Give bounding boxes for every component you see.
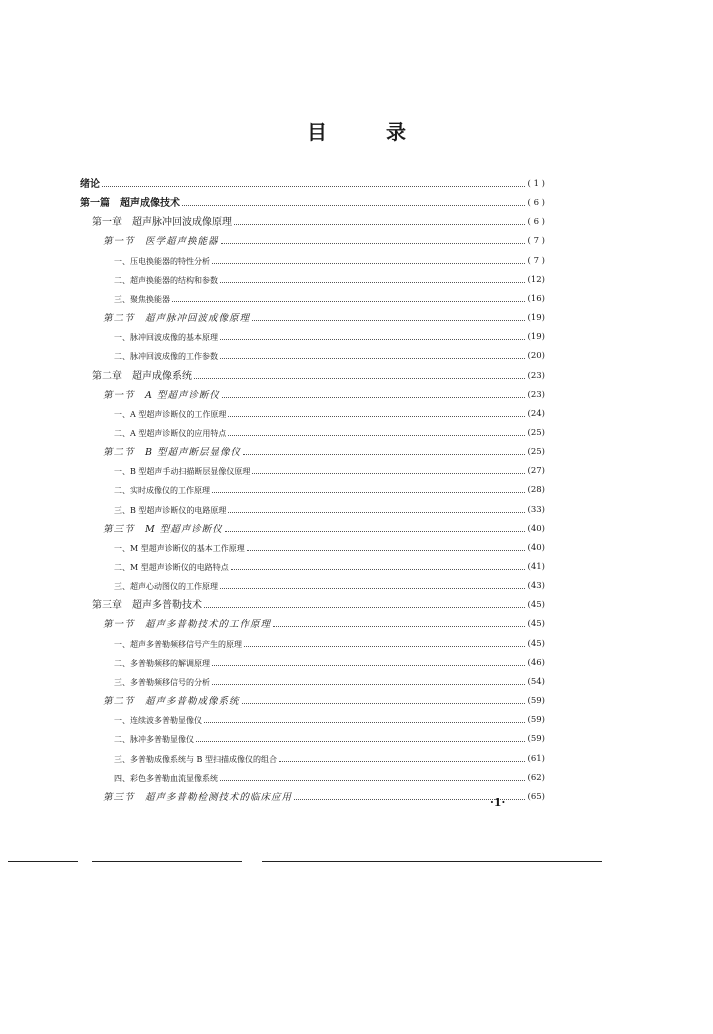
toc-leader-dots: [212, 260, 525, 264]
toc-leader-dots: [220, 585, 525, 589]
toc-leader-dots: [196, 738, 525, 742]
toc-leader-dots: [220, 279, 525, 283]
toc-entry-page: (24): [527, 408, 545, 419]
toc-entry-label: 二、超声换能器的结构和参数: [114, 275, 218, 285]
toc-entry-page: ( 6 ): [527, 217, 545, 228]
toc-entry-item: [114, 329, 545, 343]
toc-leader-dots: [212, 662, 525, 666]
toc-leader-dots: [252, 470, 524, 474]
page-title: 目 录: [307, 120, 432, 144]
toc-entry-label: 二、M 型超声诊断仪的电路特点: [114, 563, 229, 572]
toc-entry-label: 二、脉冲回波成像的工作参数: [114, 352, 218, 362]
toc-leader-dots: [220, 777, 525, 781]
toc-entry-page: (59): [527, 715, 545, 726]
toc-entry-label: 第一章 超声脉冲回波成像原理: [92, 217, 232, 229]
toc-entry-section: [103, 233, 545, 247]
toc-entry-page: ( 1 ): [527, 179, 545, 189]
toc-entry-label: 二、多普勒频移的解调原理: [114, 658, 210, 668]
toc-entry-label: 一、A 型超声诊断仪的工作原理: [114, 409, 227, 419]
toc-entry-item: [114, 425, 545, 439]
toc-entry-page: (45): [527, 638, 545, 649]
toc-entry-page: (43): [527, 581, 545, 592]
toc-leader-dots: [204, 604, 525, 608]
toc-entry-item: [114, 559, 545, 573]
toc-entry-section: [103, 387, 545, 401]
toc-entry-label: 第三章 超声多普勒技术: [92, 600, 202, 612]
toc-entry-page: (27): [527, 466, 545, 477]
toc-entry-page: (25): [527, 427, 545, 438]
toc-entry-chapter: [92, 368, 545, 382]
bottom-rule-right: [262, 861, 602, 862]
toc-entry-label: 一、压电换能器的特性分析: [114, 256, 210, 266]
toc-entry-item: [114, 731, 545, 745]
toc-leader-dots: [102, 183, 525, 187]
toc-entry-section: [103, 789, 545, 803]
toc-leader-dots: [221, 240, 525, 244]
toc-entry-page: ( 7 ): [527, 236, 545, 247]
toc-entry-item: [114, 348, 545, 362]
toc-entry-page: (59): [527, 696, 545, 707]
toc-entry-label: 三、聚焦换能器: [114, 294, 170, 304]
toc-leader-dots: [243, 451, 525, 455]
toc-entry-page: (19): [527, 313, 545, 324]
toc-entry-page: (33): [527, 504, 545, 515]
toc-entry-page: (40): [527, 542, 545, 553]
toc-leader-dots: [252, 317, 525, 321]
toc-entry-label: 第二节 B 型超声断层显像仪: [103, 447, 242, 459]
toc-entry-label: 一、连续波多普勒显像仪: [114, 716, 202, 726]
toc-entry-page: (61): [527, 753, 545, 764]
toc-entry-page: (25): [527, 447, 545, 458]
toc-entry-page: (45): [527, 600, 545, 611]
toc-leader-dots: [279, 758, 525, 762]
toc-entry-page: (23): [527, 370, 545, 381]
toc-leader-dots: [225, 528, 525, 532]
toc-leader-dots: [220, 336, 525, 340]
toc-entry-label: 第二节 超声脉冲回波成像原理: [103, 313, 251, 325]
toc-leader-dots: [242, 700, 525, 704]
toc-entry-label: 三、B 型超声诊断仪的电路原理: [114, 505, 227, 515]
toc-entry-label: 一、M 型超声诊断仪的基本工作原理: [114, 543, 245, 553]
toc-leader-dots: [244, 643, 525, 647]
toc-entry-item: [114, 272, 545, 286]
toc-entry-page: ( 7 ): [527, 255, 545, 266]
toc-entry-item: [114, 463, 545, 477]
toc-leader-dots: [194, 375, 525, 379]
toc-entry-label: 四、彩色多普勒血流显像系统: [114, 773, 218, 783]
toc-entry-part: [80, 195, 545, 209]
toc-entry-item: [114, 751, 545, 765]
toc-entry-label: 三、多普勒频移信号的分析: [114, 677, 210, 687]
toc-entry-page: (19): [527, 332, 545, 343]
toc-entry-section: [103, 444, 545, 458]
toc-entry-page: (62): [527, 772, 545, 783]
toc-entry-label: 三、多普勒成像系统与 B 型扫描成像仪的组合: [114, 754, 277, 764]
toc-entry-item: [114, 253, 545, 267]
toc-leader-dots: [204, 719, 525, 723]
toc-leader-dots: [228, 413, 524, 417]
toc-leader-dots: [228, 509, 524, 513]
toc-leader-dots: [222, 394, 525, 398]
toc-entry-chapter: [92, 597, 545, 611]
toc-entry-item: [114, 291, 545, 305]
toc-entry-page: (23): [527, 389, 545, 400]
bottom-rule-middle: [92, 861, 242, 862]
toc-entry-item: [114, 712, 545, 726]
toc-entry-chapter: [92, 214, 545, 228]
toc-entry-label: 一、B 型超声手动扫描断层显像仪原理: [114, 467, 251, 477]
toc-entry-page: (65): [527, 791, 545, 802]
toc-leader-dots: [212, 681, 525, 685]
toc-leader-dots: [212, 489, 525, 493]
toc-entry-item: [114, 636, 545, 650]
toc-entry-item: [114, 578, 545, 592]
toc-entry-label: 第一节 A 型超声诊断仪: [103, 389, 220, 401]
toc-entry-label: 一、脉冲回波成像的基本原理: [114, 333, 218, 343]
toc-entry-page: (41): [527, 562, 545, 572]
toc-entry-label: 第二节 超声多普勒成像系统: [103, 696, 240, 708]
toc-entry-page: (59): [527, 734, 545, 745]
toc-entry-item: [114, 770, 545, 784]
toc-entry-item: [114, 674, 545, 688]
toc-entry-page: (20): [527, 351, 545, 362]
toc-entry-label: 绪论: [80, 179, 100, 190]
toc-entry-page: ( 6 ): [527, 198, 545, 209]
toc-entry-page: (54): [527, 676, 545, 687]
toc-entry-part: [80, 176, 545, 190]
toc-entry-page: (46): [527, 657, 545, 668]
toc-entry-page: (28): [527, 485, 545, 496]
toc-entry-item: [114, 482, 545, 496]
toc-entry-section: [103, 616, 545, 630]
toc-entry-page: (45): [527, 619, 545, 630]
toc-entry-label: 第三节 M 型超声诊断仪: [103, 523, 223, 535]
toc-leader-dots: [220, 355, 525, 359]
bottom-rule-left: [8, 861, 78, 862]
toc-entry-item: [114, 540, 545, 554]
toc-entry-section: [103, 310, 545, 324]
toc-leader-dots: [172, 298, 525, 302]
toc-leader-dots: [247, 547, 525, 551]
toc-entry-label: 二、A 型超声诊断仪的应用特点: [114, 428, 227, 438]
toc-leader-dots: [231, 566, 525, 570]
page-number: ·1·: [490, 796, 506, 809]
toc-entry-item: [114, 406, 545, 420]
toc-entry-section: [103, 521, 545, 535]
toc-entry-label: 一、超声多普勒频移信号产生的原理: [114, 639, 242, 649]
toc-entry-label: 二、实时成像仪的工作原理: [114, 486, 210, 496]
toc-entry-label: 三、超声心动图仪的工作原理: [114, 582, 218, 592]
toc-entry-label: 第一节 超声多普勒技术的工作原理: [103, 619, 272, 631]
toc-entry-label: 第三节 超声多普勒检测技术的临床应用: [103, 791, 293, 803]
toc-leader-dots: [234, 221, 525, 225]
toc-entry-page: (12): [527, 274, 545, 285]
toc-entry-label: 第二章 超声成像系统: [92, 370, 192, 382]
toc-leader-dots: [228, 432, 524, 436]
toc-entry-page: (16): [527, 293, 545, 304]
toc-entry-item: [114, 502, 545, 516]
toc-entry-label: 二、脉冲多普勒显像仪: [114, 735, 194, 745]
toc-entry-page: (40): [527, 523, 545, 534]
toc-entry-label: 第一篇 超声成像技术: [80, 198, 180, 210]
toc-entry-label: 第一节 医学超声换能器: [103, 236, 219, 248]
toc-leader-dots: [273, 623, 525, 627]
toc-leader-dots: [182, 202, 525, 206]
toc-entry-section: [103, 693, 545, 707]
toc-entry-item: [114, 655, 545, 669]
